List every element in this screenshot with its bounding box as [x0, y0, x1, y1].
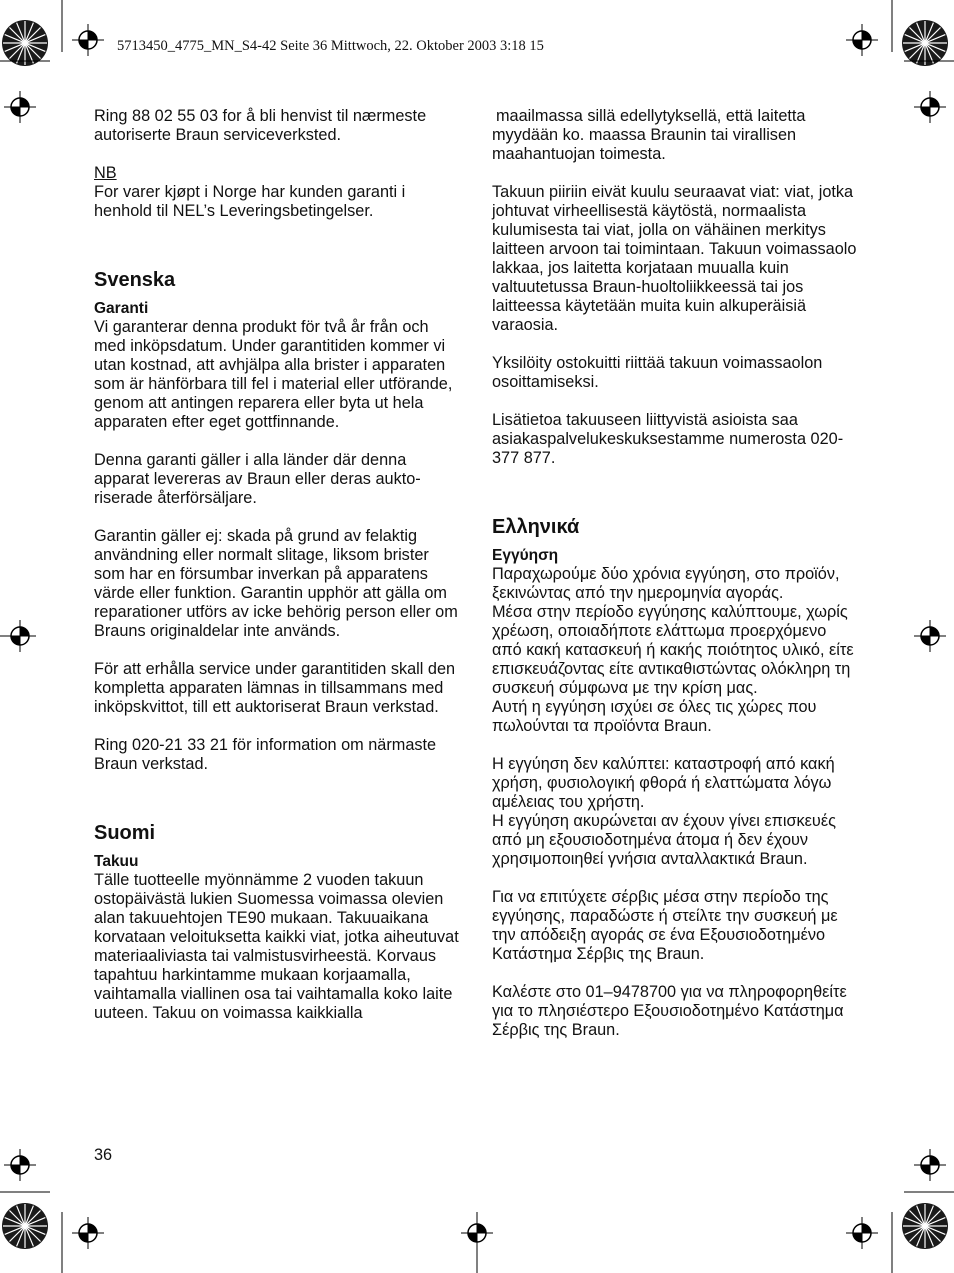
star-target-icon [902, 20, 948, 66]
nb-label: NB [94, 164, 117, 182]
star-target-icon [2, 1203, 48, 1249]
greek-paragraph-2: Μέσα στην περίοδο εγγύησης καλύπτουμε, χωρίς χρέωση, οποιαδήποτε ελάττωμα προερχόμενο από κακή κατασκευή ή κακής ποιότητος υλικό, είτε επισκευάζοντας είτε αντικαθιστώντας ολόκληρη τη συσκευή σύμφωνα με την κρίση μας. [492, 603, 854, 697]
nb-text: For varer kjøpt i Norge har kunden garanti i henhold til NEL’s Leveringsbetingelser. [94, 183, 406, 220]
suomi-paragraph-4: Lisätietoa takuuseen liittyvistä asioista saa asiakaspalvelukeskuksestamme numerosta 020-377 877. [492, 411, 844, 467]
suomi-heading: Suomi [94, 822, 156, 844]
greek-paragraph-1: Παραχωρούμε δύο χρόνια εγγύηση, στο προϊόν, ξεκινώντας από την ημερομηνία αγοράς. [492, 565, 840, 602]
svenska-paragraph-4: För att erhålla service under garantitiden skall den kompletta apparaten lämnas in tillsammans med inköpskvittot, till ett auktoriserat Braun verkstad. [94, 660, 456, 716]
suomi-paragraph-2: Takuun piiriin eivät kuulu seuraavat viat: viat, jotka johtuvat virheellisestä käytöstä, normaalista kulumisesta tai viat, jolla on vähäinen merkitys laitteen arvoon tai toimintaan. Takuun voimassaolo lakkaa, jos laitetta korjataan muualla kuin valtuutetussa Braun-huoltoliikkeessä tai jos laitteessa käytetään muita kuin alkuperäisiä varaosia. [492, 183, 857, 334]
star-target-icon [2, 20, 48, 66]
suomi-paragraph-1: Tälle tuotteelle myönnämme 2 vuoden takuun ostopäivästä lukien Suomessa voimassa olevien alan takuuehtojen TE90 mukaan. Takuuaikana korvataan veloituksetta kaikki viat, jotka aiheutuvat materiaaliviasta tai valmistusvirheestä. Korvaus tapahtuu harkintamme mukaan korjaamalla, vaihtamalla viallinen osa tai vaihtamalla koko laite uuteen. Takuu on voimassa kaikkialla [94, 871, 459, 1022]
greek-paragraph-3: Αυτή η εγγύηση ισχύει σε όλες τις χώρες που πωλούνται τα προϊόντα Braun. [492, 698, 817, 735]
norsk-paragraph: Ring 88 02 55 03 for å bli henvist til nærmeste autoriserte Braun serviceverksted. [94, 107, 427, 144]
print-slug: 5713450_4775_MN_S4-42 Seite 36 Mittwoch, 22. Oktober 2003 3:18 15 [117, 38, 544, 54]
left-column [94, 107, 462, 1023]
svenska-paragraph-1: Vi garanterar denna produkt för två år från och med inköpsdatum. Under garantitiden kommer vi utan kostnad, att avhjälpa alla brister i apparaten som är hänförbara till fel i material eller utförande, genom att antingen reparera eller byta ut hela apparaten efter eget gottfinnande. [94, 318, 453, 431]
greek-paragraph-4: Η εγγύηση δεν καλύπτει: καταστροφή από κακή χρήση, φυσιολογική φθορά ή ελαττώματα λόγω αμέλειας του χρήστη. [492, 755, 835, 811]
suomi-paragraph-1-continued: maailmassa sillä edellytyksellä, että laitetta myydään ko. maassa Braunin tai virallisen maahantuojan toimesta. [492, 107, 806, 163]
svenska-paragraph-5: Ring 020-21 33 21 för information om närmaste Braun verkstad. [94, 736, 437, 773]
svenska-heading: Svenska [94, 269, 176, 291]
ellinika-heading: Ελληνικά [492, 516, 580, 538]
svenska-paragraph-2: Denna garanti gäller i alla länder där denna apparat levereras av Braun eller deras auktoriserade återförsäljare. [94, 451, 421, 507]
suomi-paragraph-3: Yksilöity ostokuitti riittää takuun voimassaolon osoittamiseksi. [492, 354, 823, 391]
star-target-icon [902, 1203, 948, 1249]
svenska-paragraph-3: Garantin gäller ej: skada på grund av felaktig användning eller normalt slitage, liksom brister som har en försumbar inverkan på apparatens värde eller funktion. Garantin upphör att gälla om reparationer utförs av icke behörig person eller om Brauns originaldelar inte används. [94, 527, 458, 640]
right-column [492, 107, 860, 1040]
garanti-heading: Garanti [94, 300, 149, 317]
page-number: 36 [94, 1146, 113, 1164]
greek-paragraph-5: Η εγγύηση ακυρώνεται αν έχουν γίνει επισκευές από μη εξουσιοδοτημένα άτομα ή δεν έχουν χρησιμοποιηθεί γνήσια ανταλλακτικά Braun. [492, 812, 836, 868]
greek-paragraph-6: Για να επιτύχετε σέρβις μέσα στην περίοδο της εγγύησης, παραδώστε ή στείλτε την συσκευή με την απόδειξη αγοράς σε ένα Εξουσιοδοτημένο Κατάστημα Σέρβις της Braun. [492, 888, 838, 963]
eggyisi-heading: Εγγύηση [492, 547, 559, 564]
greek-paragraph-7: Καλέστε στο 01–9478700 για να πληροφορηθείτε για το πλησιέστερο Εξουσιοδοτημένο Κατάστημα Σέρβις της Braun. [492, 983, 847, 1039]
takuu-heading: Takuu [94, 853, 139, 870]
